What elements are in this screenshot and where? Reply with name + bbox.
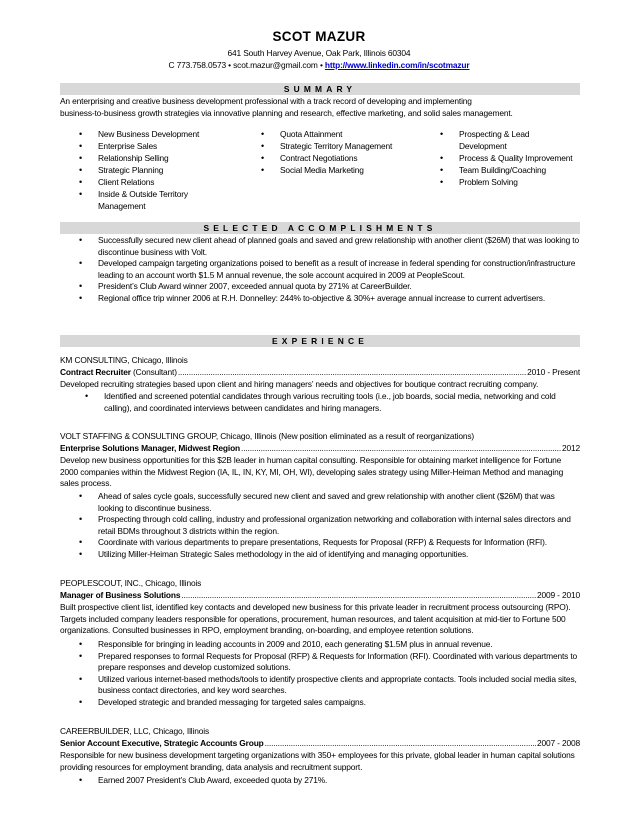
job-bullet-item <box>79 514 580 537</box>
bullet-icon: • <box>79 281 83 292</box>
skill-item <box>79 188 223 212</box>
skill-item <box>79 129 248 141</box>
bullet-icon: • <box>79 164 83 175</box>
job-company: VOLT STAFFING & CONSULTING GROUP, Chicago, Illinois (New position eliminated as a result of reorganizations) <box>60 431 475 441</box>
job-dates: 2007 - 2008 <box>536 738 580 748</box>
dot-leader <box>181 590 536 602</box>
accomplishment-text: President’s Club Award winner 2007, exceeded annual quota by 271% at CareerBuilder. <box>98 281 412 292</box>
job-bullet-text: Prospecting through cold calling, industry and professional organization networking and collaboration with internal sales directors and retail BDMs throughout 3 districts within the region. <box>98 514 571 536</box>
bullet-icon: • <box>79 650 83 661</box>
bullet-icon: • <box>79 537 83 548</box>
skill-item <box>440 129 574 152</box>
experience-heading: EXPERIENCE <box>60 335 580 347</box>
bullet-icon: • <box>79 292 83 303</box>
job-title-group <box>60 367 177 379</box>
skill-item <box>79 164 248 177</box>
job-title-suffix: (Consultant) <box>130 367 177 377</box>
job-bullet-item <box>79 650 580 674</box>
job-bullet-text: Ahead of sales cycle goals, successfully secured new client and saved and grew relationship with another client ($26M) that was looking to discontinue business. <box>98 491 555 513</box>
skill-text: Contract Negotiations <box>280 152 358 163</box>
skill-text: Problem Solving <box>459 176 518 187</box>
bullet-icon: • <box>440 176 444 187</box>
job-title-line <box>60 590 580 602</box>
skill-text: Process & Quality Improvement <box>459 152 573 163</box>
bullet-icon: • <box>79 235 83 245</box>
bullet-icon: • <box>79 514 83 525</box>
skill-item <box>440 176 574 189</box>
bullet-icon: • <box>440 164 444 175</box>
job-bullets <box>79 639 580 709</box>
skill-text: New Business Development <box>98 129 200 139</box>
bullet-icon: • <box>79 188 83 199</box>
job-bullet-text: Prepared responses to formal Requests for Proposal (RFP) & Requests for Information (RFI). Coordinated with various departments to prepare responses and develop customized solutions. <box>98 650 578 673</box>
job-bullet-text: Responsible for bringing in leading accounts in 2009 and 2010, each generating $1.5M plus in annual revenue. <box>98 639 493 649</box>
bullet-icon: • <box>79 258 83 269</box>
job-company: PEOPLESCOUT, INC., Chicago, Illinois <box>60 578 202 588</box>
job-title: Manager of Business Solutions <box>60 590 181 600</box>
job-title-line <box>60 367 580 379</box>
job-title-line <box>60 443 580 455</box>
job-bullet-item <box>79 673 580 697</box>
bullet-icon: • <box>79 152 83 163</box>
bullet-icon: • <box>79 140 83 151</box>
accomplishment-text: Successfully secured new client ahead of planned goals and saved and grew relationship with another client ($26M) that was looking to discontinue business with Volt. <box>98 235 579 257</box>
job-company: CAREERBUILDER, LLC, Chicago, Illinois <box>60 726 209 736</box>
bullet-icon: • <box>79 673 83 684</box>
skill-text: Client Relations <box>98 176 155 187</box>
skill-item <box>261 152 395 165</box>
job-bullet-item <box>79 491 580 514</box>
accomplishment-text: Developed campaign targeting organizations poised to benefit as a result of increase in federal spending for construction/infrastructure leading to an account worth $1.5 M annual revenue, the sole account acquired in 2009 at PeopleScout. <box>98 258 576 280</box>
accomplishment-text: Regional office trip winner 2006 at R.H. Donnelley: 244% to-objective & 30%+ average annual increase to current advertisers. <box>98 292 546 303</box>
job-dates: 2010 - Present <box>527 367 580 377</box>
bullet-icon: • <box>79 696 83 707</box>
job-company: KM CONSULTING, Chicago, Illinois <box>60 355 188 365</box>
bullet-icon: • <box>79 548 83 559</box>
bullet-icon: • <box>85 391 89 401</box>
skill-text: Social Media Marketing <box>280 164 364 175</box>
bullet-icon: • <box>79 639 83 649</box>
job-bullet-text: Earned 2007 President’s Club Award, exceeded quota by 271%. <box>98 775 328 785</box>
skill-text: Team Building/Coaching <box>459 164 547 175</box>
bullet-icon: • <box>261 164 265 175</box>
bullet-icon: • <box>79 176 83 187</box>
job-bullet-item <box>79 537 580 549</box>
address-line: 641 South Harvey Avenue, Oak Park, Illinois 60304 <box>227 48 411 58</box>
skills-column-2 <box>261 129 395 177</box>
bullet-icon: • <box>79 775 83 785</box>
job-bullet-item <box>79 775 580 787</box>
skill-item <box>261 164 395 177</box>
accomplishment-item <box>79 292 580 305</box>
skill-item <box>261 140 395 153</box>
job-bullets <box>79 775 580 787</box>
job-dates: 2012 <box>561 443 580 453</box>
skill-item <box>440 164 574 177</box>
skill-item <box>79 176 248 189</box>
job-bullet-item <box>79 696 580 709</box>
bullet-icon: • <box>79 491 83 501</box>
summary-line-2: business-to-business growth strategies via innovative planning and research, effective marketing, and solid sales management. <box>60 108 513 118</box>
dot-leader <box>241 443 561 455</box>
dot-leader <box>178 367 526 379</box>
job-description: Developed recruiting strategies based upon client and hiring managers’ needs and objectives for boutique contract recruiting company. <box>60 379 539 389</box>
dot-leader <box>265 738 536 750</box>
job-bullet-text: Utilizing Miller-Heiman Strategic Sales methodology in the aid of identifying and managing opportunities. <box>98 548 469 559</box>
job-bullet-text: Coordinate with various departments to prepare presentations, Requests for Proposal (RFP) & Requests for Information (RFI). <box>98 537 547 548</box>
skill-text: Strategic Planning <box>98 164 164 175</box>
job-bullet-text: Utilized various internet-based methods/tools to identify prospective clients and appropriate contacts. Tools included social media sites, business contact directories, and key word searches. <box>98 673 577 696</box>
job-title: Enterprise Solutions Manager, Midwest Region <box>60 443 241 453</box>
job-description: Develop new business opportunities for this $2B leader in human capital consulting. Responsible for obtaining market intelligence for Fortune 2000 companies within the Midwest Region (IA, IL, IN, KY, MI, OH, WI), developing sales strategy using Miller-Heiman Method and managing sales process. <box>60 455 564 489</box>
accomplishment-item <box>79 258 580 281</box>
skill-text: Quota Attainment <box>280 129 343 139</box>
accomplishment-item <box>79 235 580 258</box>
accomplishments-list <box>79 235 580 305</box>
skill-item <box>440 152 574 165</box>
accomplishments-heading: SELECTED ACCOMPLISHMENTS <box>60 222 580 234</box>
job-bullet-text: Developed strategic and branded messaging for targeted sales campaigns. <box>98 696 366 707</box>
job-bullet-item <box>79 639 580 651</box>
skill-item <box>261 129 395 141</box>
job-title: Senior Account Executive, Strategic Accounts Group <box>60 738 264 748</box>
skill-text: Enterprise Sales <box>98 140 158 151</box>
resume-name: SCOT MAZUR <box>272 29 366 44</box>
bullet-icon: • <box>440 152 444 163</box>
job-description: Built prospective client list, identified key contacts and developed new business for this private leader in recruitment process outsourcing (RPO). Targets included company leaders responsible for operations, procurement, human resources, and talent acquisition at mid-tier to Fortune 500 organizations. Consulted businesses in RPO, employment branding, on-boarding, and employee retention solutions. <box>60 602 571 636</box>
skill-item <box>79 140 248 153</box>
skill-text: Prospecting & Lead Development <box>459 129 530 151</box>
job-bullet-item <box>85 391 580 414</box>
job-bullets <box>79 491 580 561</box>
bullet-icon: • <box>261 129 265 139</box>
job-dates: 2009 - 2010 <box>536 590 580 600</box>
skills-column-1 <box>79 129 248 213</box>
skill-text: Strategic Territory Management <box>280 140 393 151</box>
skill-text: Relationship Selling <box>98 152 169 163</box>
skills-column-3 <box>440 129 574 189</box>
job-bullets <box>85 391 580 414</box>
bullet-icon: • <box>261 140 265 151</box>
linkedin-link[interactable]: http://www.linkedin.com/in/scotmazur <box>324 60 470 70</box>
job-description: Responsible for new business development targeting organizations with 350+ employees for this private, global leader in human capital solutions providing resources for employment branding, data analysis and recruitment support. <box>60 750 575 772</box>
job-bullet-item <box>79 548 580 561</box>
job-bullet-text: Identified and screened potential candidates through various recruiting tools (i.e., job boards, social media, networking and cold calling), and coordinated interviews between candidates and hiring managers. <box>104 391 556 413</box>
bullet-icon: • <box>261 152 265 163</box>
contact-info: C 773.758.0573 • scot.mazur@gmail.com • <box>168 60 325 70</box>
bullet-icon: • <box>79 129 83 139</box>
summary-line-1: An enterprising and creative business development professional with a track record of developing and implementing <box>60 96 472 106</box>
skill-text: Inside & Outside Territory Management <box>98 188 188 211</box>
job-title: Contract Recruiter <box>60 367 131 377</box>
contact-line <box>0 60 638 72</box>
job-title-line <box>60 738 580 750</box>
summary-heading: SUMMARY <box>60 83 580 95</box>
accomplishment-item <box>79 281 580 293</box>
skill-item <box>79 152 248 165</box>
bullet-icon: • <box>440 129 444 139</box>
